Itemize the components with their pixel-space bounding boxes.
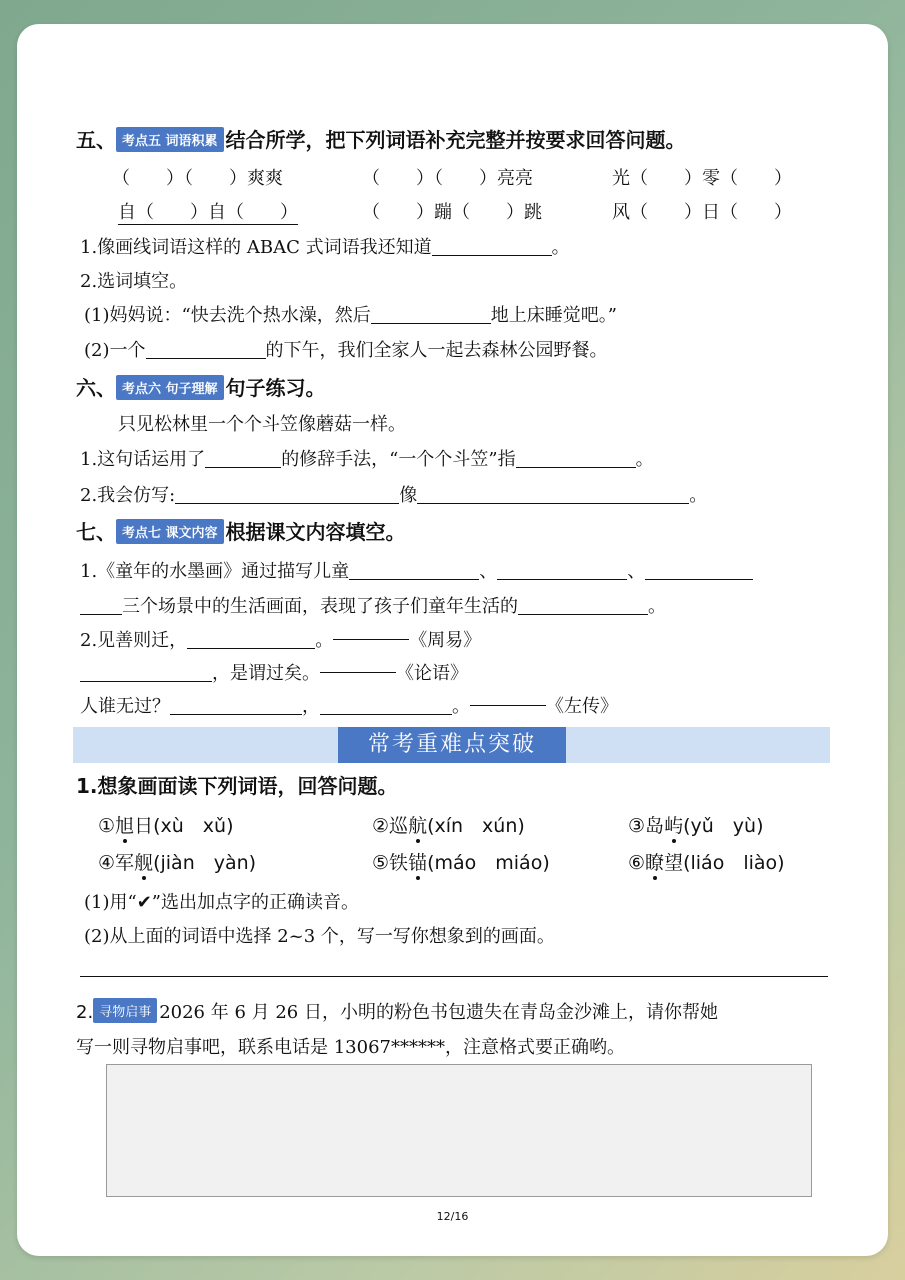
question-text: 人谁无过？ (80, 696, 170, 717)
answer-blank[interactable] (645, 561, 753, 580)
pinyin-options: (liáo liào) (683, 852, 785, 874)
question-text: 。 (635, 449, 654, 470)
question-text: ， (302, 696, 320, 717)
pinyin-options: (xín xún) (427, 815, 525, 837)
question-text: 的修辞手法，“一个个斗笠”指 (281, 449, 516, 470)
word-char: 望 (664, 852, 684, 874)
question-7-2 (80, 626, 481, 652)
section-title: 结合所学，把下列词语补充完整并按要求回答问题。 (225, 128, 686, 152)
question-text: 的下午，我们全家人一起去森林公园野餐。 (265, 340, 608, 361)
question-text: 。 (551, 237, 570, 258)
question-text: 2.见善则迁， (80, 630, 188, 651)
pinyin-options: (xù xǔ) (153, 815, 234, 837)
dash-line (320, 662, 396, 673)
question-text: (1)妈妈说：“快去洗个热水澡，然后 (84, 305, 371, 326)
word-blank-2: （ ）（ ）亮亮 (362, 168, 533, 189)
block-1-title: 1.想象画面读下列词语，回答问题。 (76, 774, 398, 798)
pinyin-item-4 (98, 848, 256, 875)
separator: 、 (627, 561, 646, 582)
example-sentence: 只见松林里一个个斗笠像蘑菇一样。 (118, 414, 406, 435)
question-text: (1)用“ (84, 892, 137, 913)
answer-blank[interactable] (205, 449, 281, 468)
question-text: 1.像画线词语这样的 ABAC 式词语我还知道 (80, 237, 432, 258)
section-title: 句子练习。 (225, 376, 326, 400)
word-char: 铁 (389, 852, 409, 874)
dash-line (470, 695, 546, 706)
word-blank-5: （ ）蹦（ ）跳 (362, 202, 542, 223)
answer-blank[interactable] (497, 561, 627, 580)
question-5-2-2 (84, 336, 608, 362)
question-text: ”选出加点字的正确读音。 (151, 892, 359, 913)
block-2-line1 (76, 998, 718, 1024)
answer-blank[interactable] (417, 485, 689, 504)
question-7-3 (80, 659, 468, 685)
question-text: 2.我会仿写: (80, 485, 176, 506)
question-5-2: 2.选词填空。 (80, 271, 188, 292)
pinyin-item-1 (98, 811, 233, 838)
source-text: 《周易》 (409, 630, 482, 651)
answer-blank[interactable] (432, 237, 552, 256)
answer-blank[interactable] (187, 630, 315, 649)
topic-tag: 考点六 句子理解 (116, 375, 224, 400)
dash-line (333, 629, 409, 640)
word-char: 巡 (389, 815, 409, 837)
question-text: (2)一个 (84, 340, 146, 361)
item-number: ④ (98, 852, 116, 874)
pinyin-item-2 (372, 811, 525, 838)
page-number: 12/16 (436, 1210, 469, 1223)
question-5-2-1 (84, 301, 617, 327)
question-6-2 (80, 481, 707, 507)
section-number: 七、 (76, 520, 116, 544)
banner-title: 常考重难点突破 (338, 727, 566, 763)
block-2-line2: 写一则寻物启事吧，联系电话是 13067******，注意格式要正确哟。 (76, 1037, 625, 1058)
word-char: 日 (134, 815, 154, 837)
writing-box[interactable] (106, 1064, 812, 1197)
question-5-1 (80, 233, 570, 259)
item-number: ② (372, 815, 390, 837)
question-text: ，是谓过矣。 (212, 663, 320, 684)
pinyin-options: (máo miáo) (427, 852, 550, 874)
question-6-1 (80, 445, 654, 471)
section-number: 六、 (76, 376, 116, 400)
underlined-word: 自（ ）自（ ） (118, 202, 298, 223)
question-text: 2026 年 6 月 26 日，小明的粉色书包遗失在青岛金沙滩上，请你帮她 (159, 1002, 718, 1023)
section-5-heading (76, 124, 686, 153)
sub-question-1 (84, 888, 359, 914)
pinyin-item-6 (628, 848, 785, 875)
question-text: 1.《童年的水墨画》通过描写儿童 (80, 561, 350, 582)
source-text: 《论语》 (396, 663, 468, 684)
answer-blank[interactable] (320, 696, 452, 715)
word-blank-1: （ ）（ ）爽爽 (112, 168, 283, 189)
dotted-char: 航 (408, 815, 428, 837)
section-7-heading (76, 516, 406, 545)
separator: 、 (479, 561, 498, 582)
question-text: 。 (648, 596, 666, 617)
pinyin-item-5 (372, 848, 550, 875)
pinyin-options: (yǔ yù) (683, 815, 764, 837)
item-number: ⑥ (628, 852, 646, 874)
dotted-char: 屿 (664, 815, 684, 837)
topic-tag: 寻物启事 (93, 998, 157, 1023)
check-icon: ✔ (136, 892, 152, 913)
question-text: 。 (315, 630, 334, 651)
question-text: 。 (689, 485, 708, 506)
question-text: 像 (399, 485, 418, 506)
word-char: 岛 (645, 815, 665, 837)
question-text: 三个场景中的生活画面，表现了孩子们童年生活的 (122, 596, 518, 617)
pinyin-item-3 (628, 811, 763, 838)
answer-blank[interactable] (80, 663, 212, 682)
question-text: 1.这句话运用了 (80, 449, 206, 470)
answer-blank[interactable] (170, 696, 302, 715)
dotted-char: 旭 (115, 815, 135, 837)
word-char: 军 (115, 852, 135, 874)
word-blank-3: 光（ ）零（ ） (612, 168, 792, 189)
answer-line[interactable] (80, 976, 828, 977)
dotted-char: 瞭 (645, 852, 665, 874)
question-7-4 (80, 692, 618, 718)
answer-blank[interactable] (518, 596, 648, 615)
answer-blank[interactable] (349, 561, 479, 580)
word-blank-underlined (118, 198, 298, 224)
question-text: 地上床睡觉吧。” (490, 305, 617, 326)
pinyin-options: (jiàn yàn) (153, 852, 257, 874)
item-number: ① (98, 815, 116, 837)
answer-blank[interactable] (175, 485, 399, 504)
source-text: 《左传》 (546, 696, 618, 717)
item-number: ⑤ (372, 852, 390, 874)
answer-blank[interactable] (80, 596, 122, 615)
section-title: 根据课文内容填空。 (225, 520, 406, 544)
section-6-heading (76, 372, 326, 401)
sub-question-2: (2)从上面的词语中选择 2~3 个，写一写你想象到的画面。 (84, 926, 555, 947)
dotted-char: 锚 (408, 852, 428, 874)
answer-blank[interactable] (371, 305, 491, 324)
dotted-char: 舰 (134, 852, 154, 874)
item-number: ③ (628, 815, 646, 837)
topic-tag: 考点七 课文内容 (116, 519, 224, 544)
word-blank-6: 风（ ）日（ ） (612, 202, 792, 223)
question-number: 2. (76, 1002, 94, 1023)
answer-blank[interactable] (516, 449, 636, 468)
section-number: 五、 (76, 128, 116, 152)
topic-tag: 考点五 词语积累 (116, 127, 224, 152)
question-7-1-line2 (80, 592, 666, 618)
answer-blank[interactable] (146, 340, 266, 359)
question-text: 。 (452, 696, 470, 717)
question-7-1-line1 (80, 557, 753, 583)
